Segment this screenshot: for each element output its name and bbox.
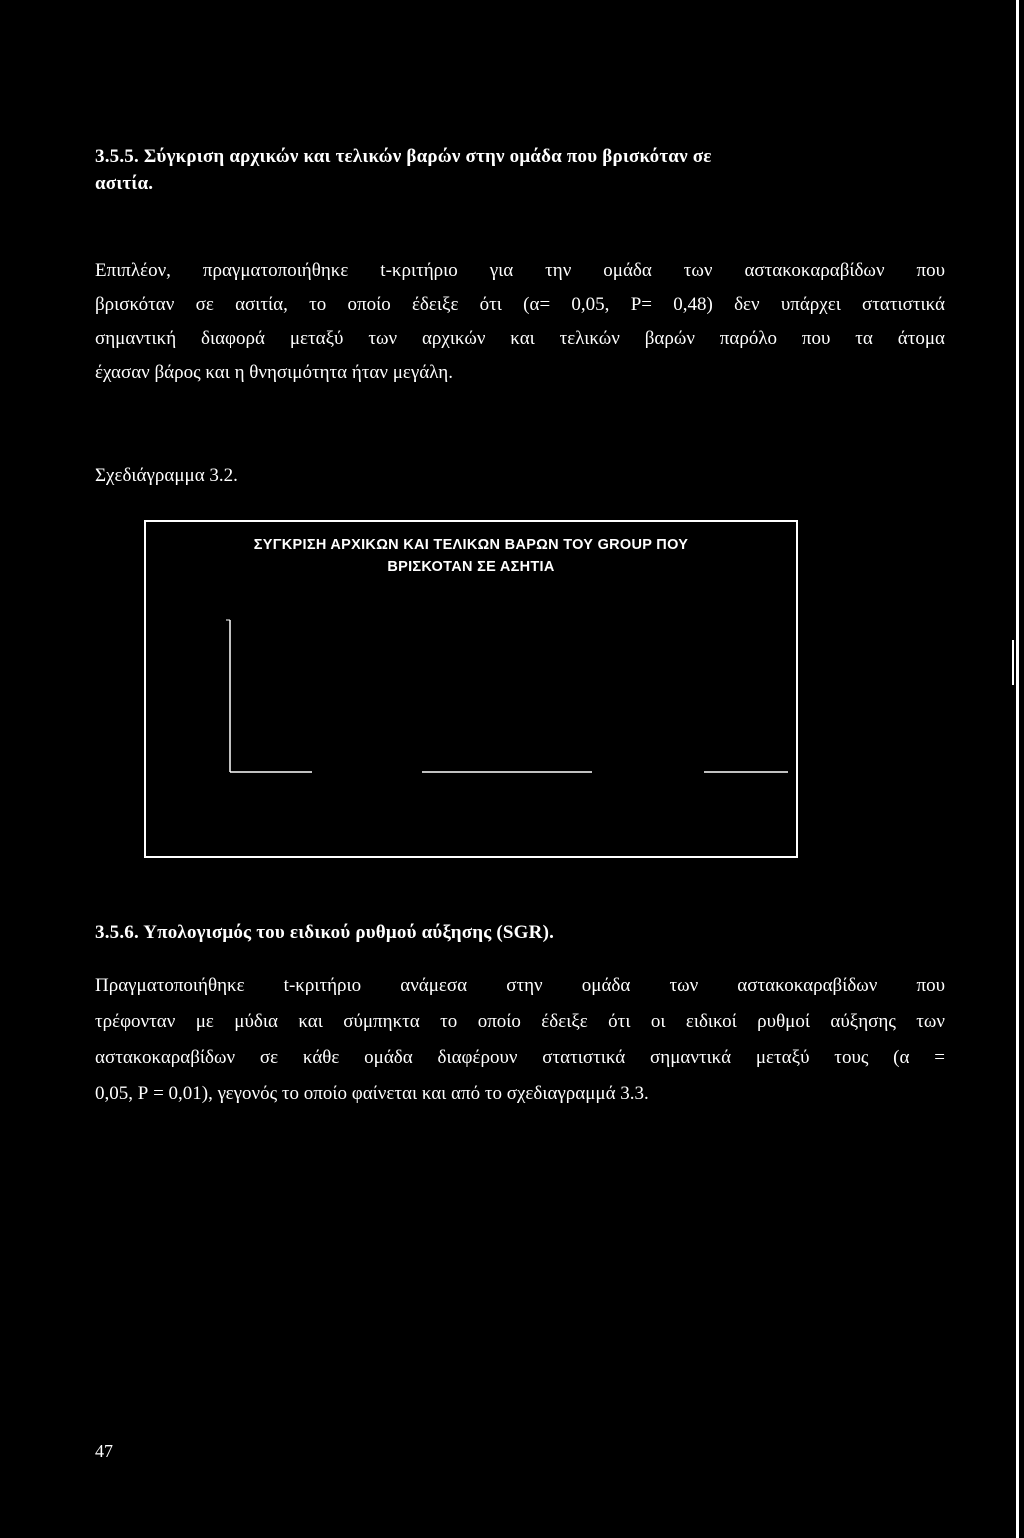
paragraph-line: αστακοκαραβίδων σε κάθε ομάδα διαφέρουν στατιστικά σημαντικά μεταξύ τους (α =: [95, 1047, 945, 1068]
chart-plot: [146, 522, 796, 856]
section-title: Υπολογισμός του ειδικού ρυθμού αύξησης (SGR).: [143, 922, 555, 943]
section-heading-3-5-6: [95, 919, 945, 946]
paragraph-line: βρισκόταν σε ασιτία, το οποίο έδειξε ότι (α= 0,05, Ρ= 0,48) δεν υπάρχει στατιστικά: [95, 294, 945, 315]
paragraph-line: έχασαν βάρος και η θνησιμότητα ήταν μεγάλη.: [95, 362, 453, 383]
paragraph-line: Επιπλέον, πραγματοποιήθηκε t-κριτήριο για την ομάδα των αστακοκαραβίδων που: [95, 260, 945, 281]
page-number: 47: [95, 1441, 113, 1461]
section-number: 3.5.6.: [95, 922, 139, 943]
page-edge-mark: [1012, 640, 1014, 685]
section-title-continued: ασιτία.: [95, 173, 154, 194]
chart-frame: [144, 520, 798, 858]
section-number: 3.5.5.: [95, 146, 139, 167]
page-edge-line: [1016, 0, 1019, 1538]
chart-title-line-1: ΣΥΓΚΡΙΣΗ ΑΡΧΙΚΩΝ ΚΑΙ ΤΕΛΙΚΩΝ ΒΑΡΩΝ ΤΟΥ GROUP ΠΟΥ: [253, 537, 689, 553]
figure-caption: Σχεδιάγραμμα 3.2.: [95, 465, 238, 486]
paragraph-line: σημαντική διαφορά μεταξύ των αρχικών και τελικών βαρών παρόλο που τα άτομα: [95, 328, 945, 349]
paragraph-line: τρέφονταν με μύδια και σύμπηκτα το οποίο έδειξε ότι οι ειδικοί ρυθμοί αύξησης των: [95, 1011, 945, 1032]
section-heading-line-1: [95, 143, 945, 170]
section-heading-3-5-5: [95, 143, 945, 197]
paragraph-sgr: [95, 968, 945, 1112]
paragraph-weight-comparison: [95, 254, 945, 390]
paragraph-line: Πραγματοποιήθηκε t-κριτήριο ανάμεσα στην ομάδα των αστακοκαραβίδων που: [95, 975, 945, 996]
paragraph-line: 0,05, Ρ = 0,01), γεγονός το οποίο φαίνεται και από το σχεδιαγραμμά 3.3.: [95, 1083, 649, 1104]
section-title: Σύγκριση αρχικών και τελικών βαρών στην ομάδα που βρισκόταν σε: [143, 146, 712, 167]
chart-title-line-2: ΒΡΙΣΚΟΤΑΝ ΣΕ ΑΣΗΤΙΑ: [387, 559, 555, 575]
